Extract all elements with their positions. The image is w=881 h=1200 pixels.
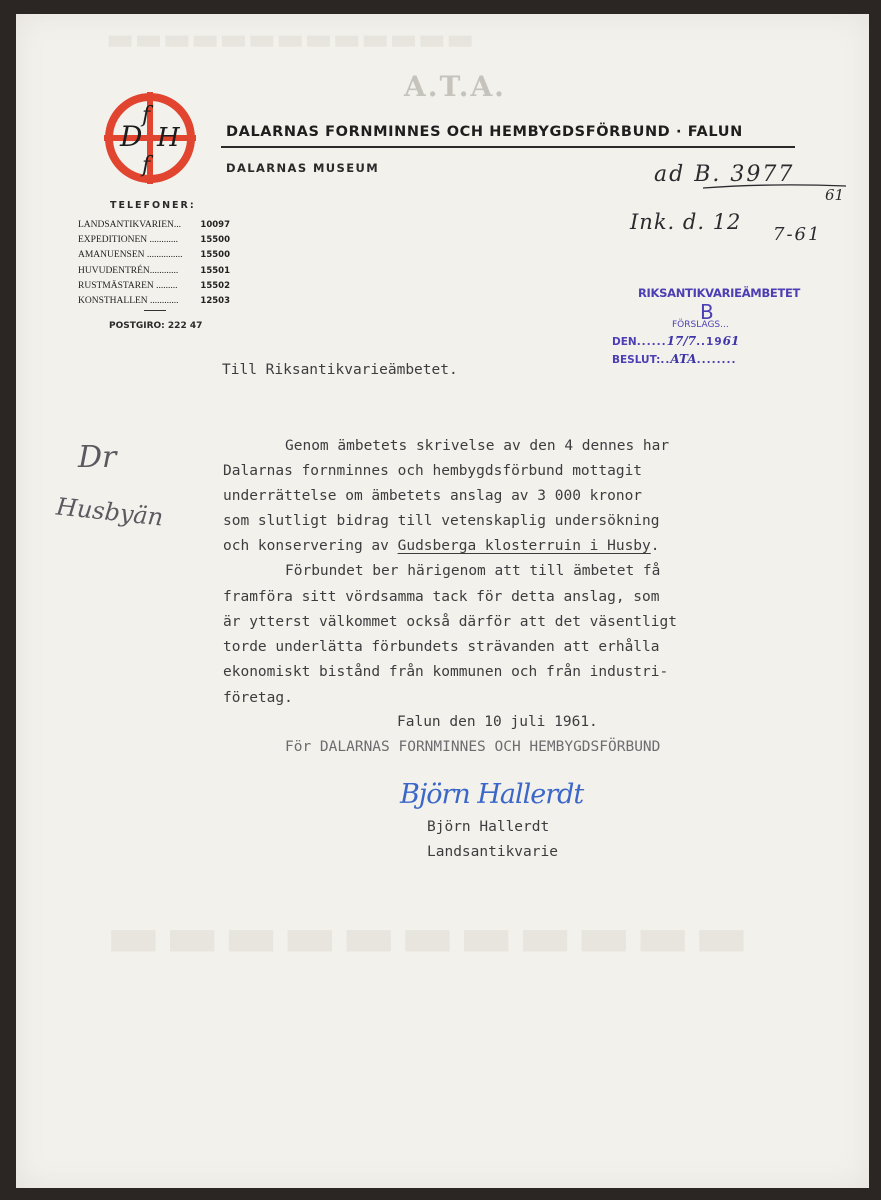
reference-number: ad B. 3977	[654, 162, 795, 187]
header-rule	[221, 146, 795, 148]
p2-line: ekonomiskt bistånd från kommunen och från industri-	[223, 664, 669, 680]
phone-row: AMANUENSEN ............... 15500	[78, 250, 230, 261]
for-line: För DALARNAS FORNMINNES OCH HEMBYGDSFÖRBUND	[285, 739, 661, 755]
p1-line: som slutligt bidrag till vetenskaplig undersökning	[223, 513, 660, 529]
phone-row: EXPEDITIONEN ............ 15500	[78, 235, 230, 246]
p2-line: företag.	[223, 690, 293, 706]
phone-divider	[144, 310, 166, 311]
margin-note-2: Husbyän	[54, 492, 165, 532]
signer-name: Björn Hallerdt	[427, 819, 550, 835]
p1-line: underrättelse om ämbetets anslag av 3 000 kronor	[223, 488, 643, 504]
margin-note-1: Dr	[78, 440, 117, 475]
inkommen-note: Ink. d. 12	[630, 210, 742, 234]
phone-row: HUVUDENTRÉN............ 15501	[78, 265, 230, 276]
svg-text:D: D	[120, 120, 143, 153]
p2-line: torde underlätta förbundets strävanden att erhålla	[223, 639, 660, 655]
reference-year: 61	[825, 186, 845, 204]
inkommen-date: 7-61	[773, 224, 822, 245]
museum-name: DALARNAS MUSEUM	[226, 161, 380, 175]
archive-stamp: A.T.A.	[404, 70, 506, 103]
postgiro: POSTGIRO: 222 47	[109, 321, 203, 331]
svg-text:H: H	[157, 123, 180, 153]
p1-line: Dalarnas fornminnes och hembygdsförbund mottagit	[223, 463, 643, 479]
p2-line: Förbundet ber härigenom att till ämbetet få	[285, 563, 661, 579]
signature: Björn Hallerdt	[400, 779, 584, 810]
phones-heading: TELEFONER:	[110, 200, 196, 211]
society-logo	[102, 90, 198, 186]
p1-line: Genom ämbetets skrivelse av den 4 dennes har	[285, 438, 670, 454]
p1-last-line: och konservering av Gudsberga klosterruin i Husby.	[223, 538, 660, 554]
phone-list	[78, 218, 230, 309]
organization-name: DALARNAS FORNMINNES OCH HEMBYGDSFÖRBUND · FALUN	[226, 124, 743, 140]
phone-row: KONSTHALLEN ............ 12503	[78, 296, 230, 307]
recipient: Till Riksantikvarieämbetet.	[222, 362, 458, 378]
svg-text:f: f	[142, 153, 151, 178]
svg-text:f: f	[142, 103, 151, 128]
phone-row: RUSTMÄSTAREN ......... 15502	[78, 280, 230, 291]
phone-row: LANDSANTIKVARIEN... 10097	[78, 220, 230, 230]
letter-sheet	[16, 14, 869, 1188]
p2-line: är ytterst välkommet också därför att det väsentligt	[223, 614, 677, 630]
p2-line: framföra sitt vördsamma tack för detta anslag, som	[223, 589, 660, 605]
received-stamp: RIKSANTIKVARIEÄMBETET B FÖRSLAGS... DEN......17/7..1961 BESLUT:..ATA........	[612, 286, 801, 366]
show-through-bottom: ▬▬▬▬▬▬▬▬▬▬▬	[106, 902, 753, 970]
show-through-top: ▬▬▬▬▬▬▬▬▬▬▬▬▬	[106, 22, 475, 57]
date-line: Falun den 10 juli 1961.	[397, 714, 598, 730]
signer-title: Landsantikvarie	[427, 844, 558, 860]
